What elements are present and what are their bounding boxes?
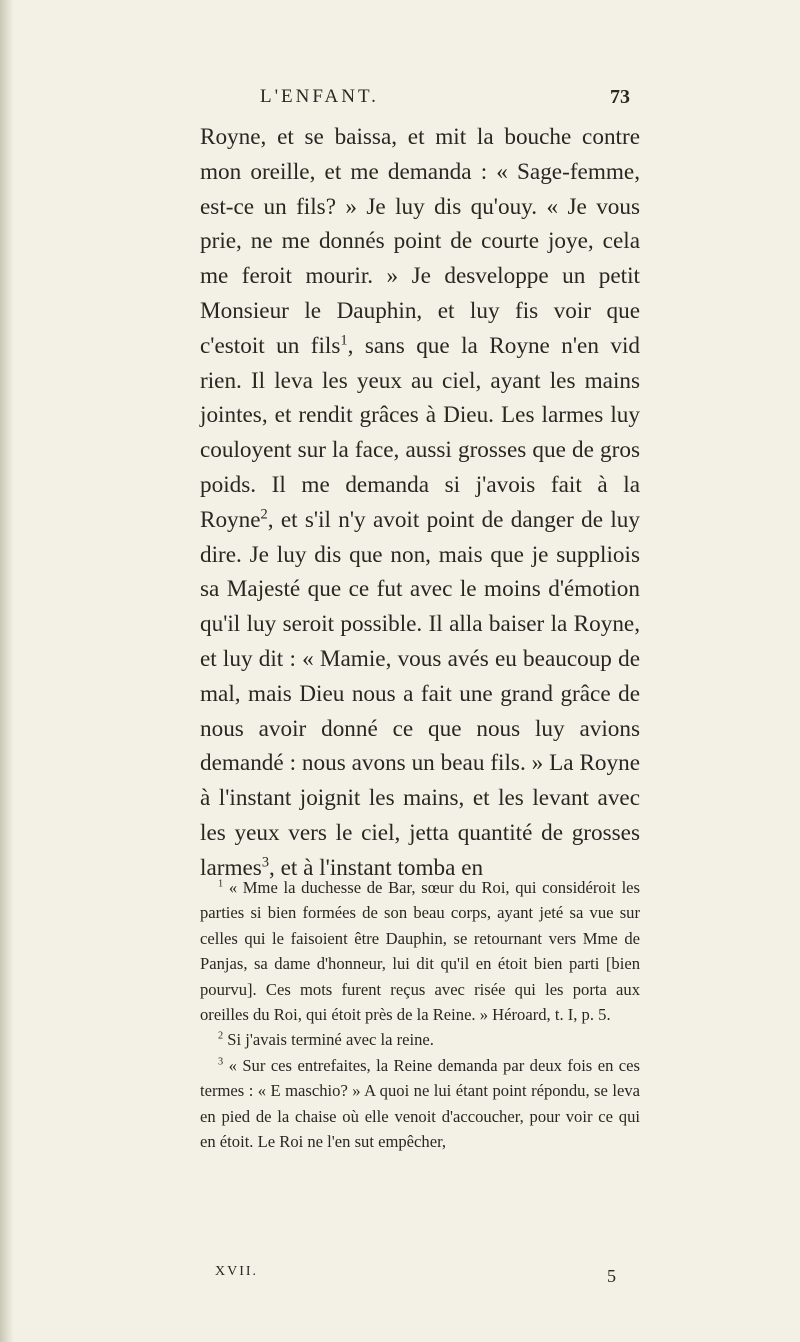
sheet-number: 5	[607, 1266, 616, 1286]
footnote-ref: 1	[340, 332, 348, 349]
footnote-2	[200, 1027, 640, 1052]
page-number: 73	[610, 86, 630, 108]
footnote-marker: 2	[218, 1030, 224, 1042]
footnote-3	[200, 1053, 640, 1155]
footnote-ref: 3	[261, 854, 269, 870]
footnote-text: « Mme la duchesse de Bar, sœur du Roi, qui considéroit les parties si bien formées de son beau corps, ayant jeté sa vue sur celles qui le faisoient être Dauphin, se retournant vers Mme de Panjas, sa dame d'honneur, lui dit qu'il en étoit bien parti [bien pourvu]. Ces mots furent reçus avec risée qui les porta aux oreilles du Roi, qui étoit près de la Reine. » Héroard, t. I, p. 5.	[200, 878, 640, 1025]
main-text	[200, 120, 640, 886]
footnote-text: Si j'avais terminé avec la reine.	[223, 1030, 434, 1050]
text-segment: , et s'il n'y avoit point de danger de luy dire. Je luy dis que non, mais que je suppliois sa Majesté que ce fut avec le moins d'émotion qu'il luy seroit possible. Il alla baiser la Royne, et luy dit : « Mamie, vous avés eu beaucoup de mal, mais Dieu nous a fait une grand grâce de nous avoir donné ce que nous luy avions demandé : nous avons un beau fils. » La Royne à l'instant joignit les mains, et les levant avec les yeux vers le ciel, jetta quantité de grosses larmes	[200, 506, 640, 881]
footnote-marker: 1	[218, 878, 224, 890]
footnote-marker: 3	[218, 1056, 224, 1068]
running-head: L'ENFANT.	[260, 86, 379, 107]
footnote-1	[200, 875, 640, 1027]
signature-mark: XVII.	[215, 1264, 259, 1279]
text-segment: , et à l'instant tomba en	[269, 854, 484, 881]
footnote-text: « Sur ces entrefaites, la Reine demanda par deux fois en ces termes : « E maschio? » A quoi ne lui étant point répondu, se leva en pied de la chaise où elle venoit d'accoucher, pour voir ce qui en étoit. Le Roi ne l'en sut empêcher,	[200, 1055, 640, 1152]
footnote-ref: 2	[260, 506, 268, 523]
footnotes	[200, 875, 640, 1154]
page-header	[210, 86, 630, 116]
main-paragraph	[200, 120, 640, 886]
text-segment: Royne, et se baissa, et mit la bouche contre mon oreille, et me demanda : « Sage-femme, est-ce un fils? » Je luy dis qu'ouy. « Je vous prie, ne me donnés point de courte joye, cela me feroit mourir. » Je desveloppe un petit Monsieur le Dauphin, et luy fis voir que c'estoit un fils	[200, 124, 640, 359]
text-segment: , sans que la Royne n'en vid rien. Il leva les yeux au ciel, ayant les mains jointes, et rendit grâces à Dieu. Les larmes luy couloyent sur la face, aussi grosses que de gros poids. Il me demanda si j'avois fait à la Royne	[200, 332, 640, 533]
